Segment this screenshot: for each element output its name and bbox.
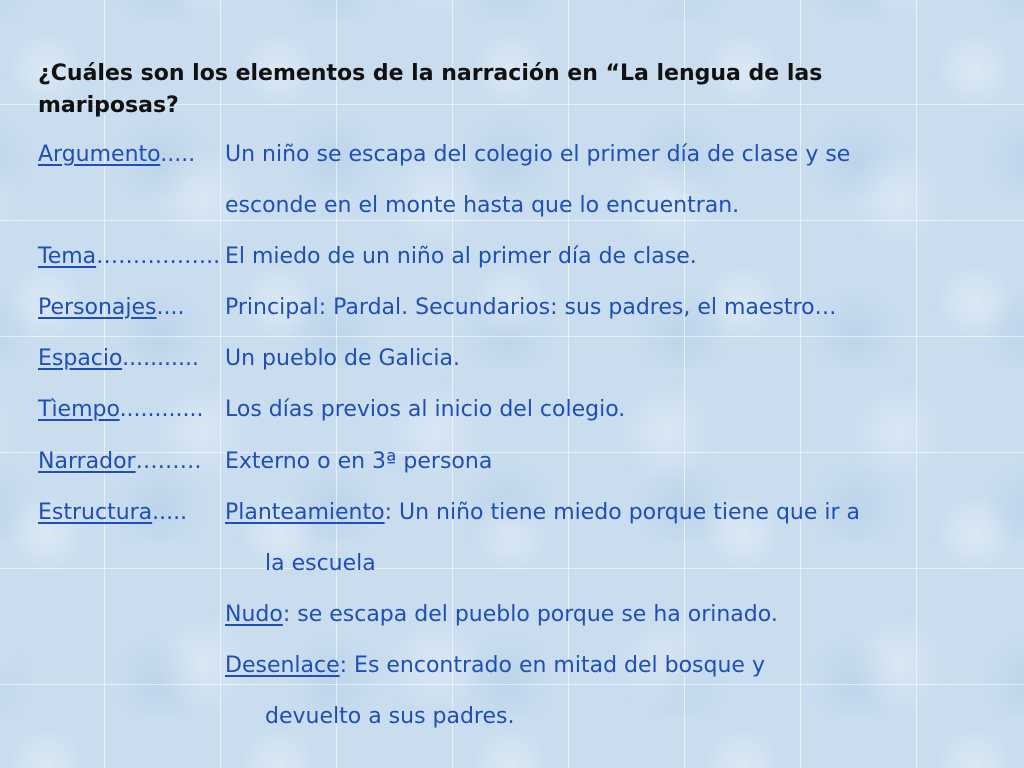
label-tiempo [38, 396, 203, 424]
value-nudo [225, 601, 778, 629]
label-text: Estructura [38, 500, 153, 525]
value-desenlace [225, 652, 765, 680]
label-text: Espacio [38, 346, 123, 371]
value-planteamiento-continuation: la escuela [265, 551, 376, 576]
value-desenlace-continuation: devuelto a sus padres. [265, 704, 515, 729]
value-argumento-line-2: esconde en el monte hasta que lo encuentran. [225, 193, 740, 218]
label-estructura [38, 499, 187, 527]
value-planteamiento [225, 499, 860, 527]
term-planteamiento: Planteamiento [225, 500, 385, 525]
term-desenlace: Desenlace [225, 653, 340, 678]
label-dots: .... [156, 295, 185, 320]
label-personajes [38, 294, 185, 322]
value-argumento-line-1: Un niño se escapa del colegio el primer día de clase y se [225, 142, 851, 167]
label-text: Tìempo [38, 397, 120, 422]
value-personajes: Principal: Pardal. Secundarios: sus padres, el maestro… [225, 295, 837, 320]
label-dots: …………….. [96, 244, 221, 269]
label-narrador [38, 448, 202, 476]
value-narrador: Externo o en 3ª persona [225, 449, 493, 474]
value-tema: El miedo de un niño al primer día de clase. [225, 244, 697, 269]
label-text: Argumento [38, 142, 161, 167]
label-dots: ............ [119, 397, 204, 422]
text-nudo: : se escapa del pueblo porque se ha orinado. [282, 602, 778, 627]
page-title: ¿Cuáles son los elementos de la narración en “La lengua de las mariposas? [38, 61, 823, 118]
label-argumento [38, 141, 195, 169]
label-tema [38, 243, 220, 271]
label-espacio [38, 345, 199, 373]
value-tiempo: Los días previos al inicio del colegio. [225, 397, 626, 422]
value-espacio: Un pueblo de Galicia. [225, 346, 460, 371]
label-text: Personajes [38, 295, 157, 320]
text-planteamiento: : Un niño tiene miedo porque tiene que ir a [384, 500, 861, 525]
label-text: Tema [38, 244, 97, 269]
term-nudo: Nudo [225, 602, 283, 627]
label-dots: ……… [135, 449, 202, 474]
label-text: Narrador [38, 449, 136, 474]
label-dots: ..... [152, 500, 188, 525]
label-dots: ..... [160, 142, 196, 167]
text-desenlace: : Es encontrado en mitad del bosque y [339, 653, 765, 678]
label-dots: ........... [122, 346, 200, 371]
